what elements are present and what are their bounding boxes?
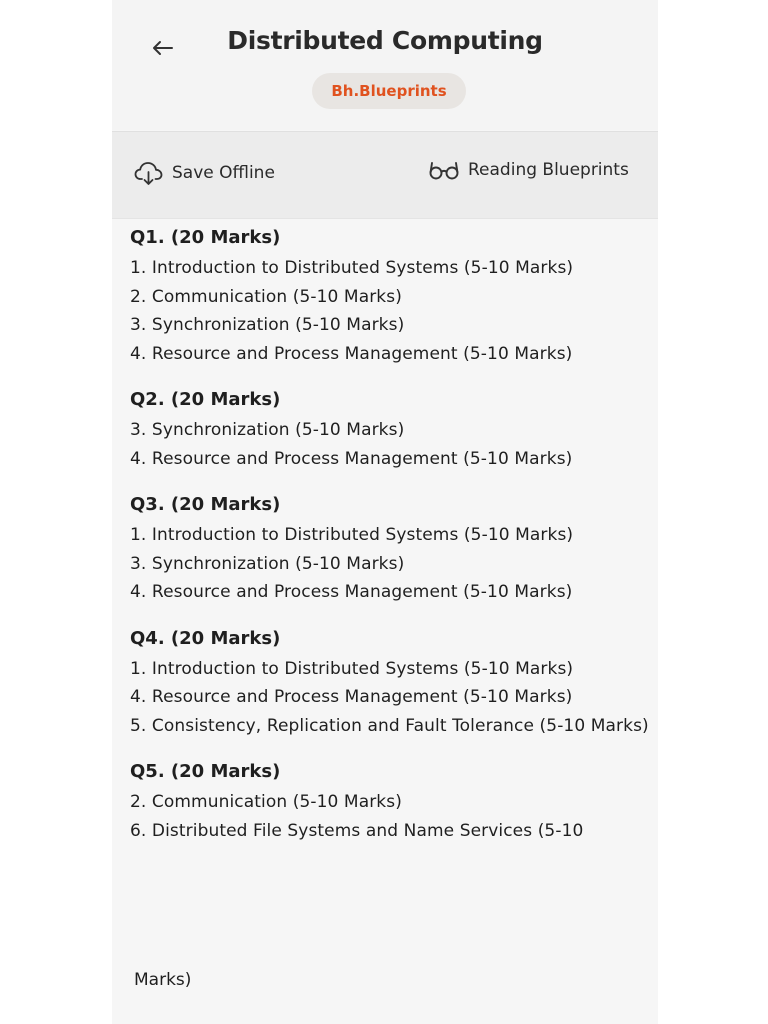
topic-item: 4. Resource and Process Management (5-10 Marks) xyxy=(130,448,573,469)
question-heading: Q5. (20 Marks) xyxy=(130,761,281,782)
category-tag[interactable]: Bh.Blueprints xyxy=(312,73,466,109)
blueprint-content xyxy=(130,224,650,863)
app-screen xyxy=(112,0,658,1024)
topic-item: 2. Communication (5-10 Marks) xyxy=(130,792,402,812)
reading-blueprints-button[interactable] xyxy=(428,160,629,180)
topic-item: 4. Resource and Process Management (5-10 Marks) xyxy=(130,343,573,364)
topic-item: 4. Resource and Process Management (5-10 Marks) xyxy=(130,582,573,602)
topic-item: 5. Consistency, Replication and Fault Tolerance (5-10 Marks) xyxy=(130,715,649,736)
action-bar xyxy=(112,131,658,219)
topic-item: 1. Introduction to Distributed Systems (5-10 Marks) xyxy=(130,525,574,545)
page-title: Distributed Computing xyxy=(227,26,543,55)
topic-item: 2. Communication (5-10 Marks) xyxy=(130,286,402,307)
topic-item: 1. Introduction to Distributed Systems (5-10 Marks) xyxy=(130,258,574,278)
topic-item: 4. Resource and Process Management (5-10 Marks) xyxy=(130,687,573,707)
question-block xyxy=(130,491,650,607)
topic-item: 3. Synchronization (5-10 Marks) xyxy=(130,420,405,440)
topic-item: 3. Synchronization (5-10 Marks) xyxy=(130,553,405,574)
save-offline-button[interactable] xyxy=(134,160,275,186)
question-heading: Q3. (20 Marks) xyxy=(130,494,281,515)
question-block xyxy=(130,758,650,845)
wrapped-text-continuation: Marks) xyxy=(134,970,192,990)
topic-item: 1. Introduction to Distributed Systems (5-10 Marks) xyxy=(130,658,574,679)
question-heading: Q4. (20 Marks) xyxy=(130,627,281,649)
top-bar xyxy=(112,0,658,130)
save-offline-label: Save Offline xyxy=(172,163,275,183)
reading-blueprints-label: Reading Blueprints xyxy=(468,160,629,180)
question-block xyxy=(130,224,650,368)
question-block xyxy=(130,386,650,473)
question-heading: Q2. (20 Marks) xyxy=(130,389,281,410)
cloud-download-icon xyxy=(134,160,164,186)
topic-item: 3. Synchronization (5-10 Marks) xyxy=(130,315,405,335)
topic-item: 6. Distributed File Systems and Name Services (5-10 xyxy=(130,820,584,841)
question-heading: Q1. (20 Marks) xyxy=(130,227,281,248)
question-block xyxy=(130,625,650,741)
glasses-icon xyxy=(428,160,460,180)
